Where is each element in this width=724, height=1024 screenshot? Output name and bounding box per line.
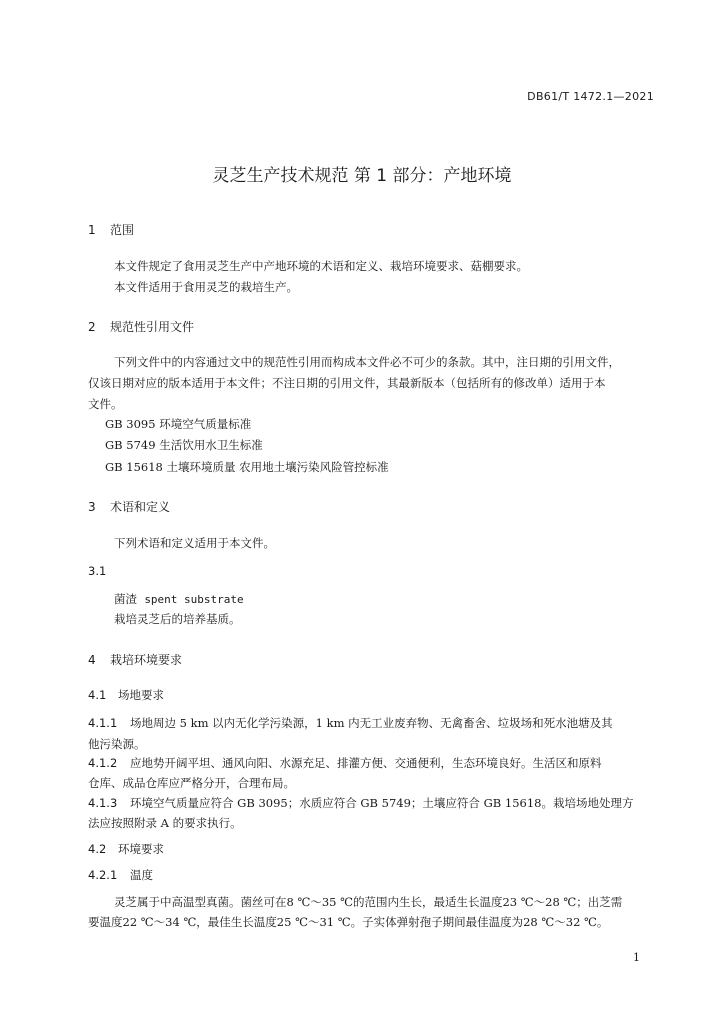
clause-number: 4.1.3	[88, 796, 118, 810]
term-definition: 栽培灵芝后的培养基质。	[114, 612, 241, 626]
section-2-heading	[88, 318, 194, 335]
section-title: 规范性引用文件	[110, 320, 195, 334]
subsection-title: 场地要求	[118, 688, 164, 702]
subsection-4-1-heading	[88, 687, 164, 703]
page-number: 1	[633, 951, 640, 964]
clause-4-1-3-line2: 法应按照附录 A 的要求执行。	[88, 816, 242, 830]
clause-number: 4.1.1	[88, 716, 118, 730]
term-entry	[114, 589, 244, 610]
section-4-heading	[88, 651, 182, 668]
clause-text: 场地周边 5 km 以内无化学污染源，1 km 内无工业废弃物、无禽畜舍、垃圾场和死水池塘及其	[130, 716, 613, 730]
clause-4-1-3-line1	[88, 793, 633, 813]
section-title: 术语和定义	[110, 500, 171, 514]
clause-4-1-2-line2: 仓库、成品仓库应严格分开，合理布局。	[88, 776, 295, 790]
document-title: 灵芝生产技术规范 第 1 部分：产地环境	[212, 166, 512, 186]
term-en: spent substrate	[144, 593, 244, 606]
paragraph-line: 要温度22 ℃～34 ℃，最佳生长温度25 ℃～31 ℃。子实体弹射孢子期间最佳温度为28 ℃～32 ℃。	[88, 915, 609, 929]
reference-item: GB 3095 环境空气质量标准	[105, 417, 252, 431]
subsection-4-2-1-heading	[88, 867, 153, 883]
subsection-title: 温度	[130, 868, 153, 882]
subsection-number: 4.1	[88, 688, 107, 702]
paragraph: 本文件规定了食用灵芝生产中产地环境的术语和定义、栽培环境要求、菇棚要求。	[114, 259, 528, 273]
term-number: 3.1	[88, 564, 107, 578]
subsection-number: 4.2	[88, 842, 107, 856]
subsection-title: 环境要求	[118, 842, 164, 856]
section-number: 3	[88, 500, 96, 514]
subsection-4-2-heading	[88, 841, 164, 857]
section-number: 4	[88, 653, 96, 667]
reference-item: GB 15618 土壤环境质量 农用地土壤污染风险管控标准	[105, 460, 389, 474]
section-number: 2	[88, 320, 96, 334]
paragraph-line: 仅该日期对应的版本适用于本文件；不注日期的引用文件，其最新版本（包括所有的修改单）适用于本	[88, 376, 606, 390]
clause-4-1-1-line2: 他污染源。	[88, 737, 146, 751]
subsection-number: 4.2.1	[88, 868, 118, 882]
paragraph-line: 灵芝属于中高温型真菌。菌丝可在8 ℃～35 ℃的范围内生长，最适生长温度23 ℃～28 ℃；出芝需	[114, 895, 623, 909]
section-title: 范围	[110, 223, 135, 237]
paragraph: 本文件适用于食用灵芝的栽培生产。	[114, 280, 298, 294]
paragraph-line: 文件。	[88, 397, 123, 411]
paragraph: 下列术语和定义适用于本文件。	[114, 536, 275, 550]
section-title: 栽培环境要求	[110, 653, 183, 667]
reference-item: GB 5749 生活饮用水卫生标准	[105, 438, 263, 452]
clause-text: 应地势开阔平坦、通风向阳、水源充足、排灌方便、交通便利，生态环境良好。生活区和原料	[130, 756, 602, 770]
term-zh: 菌渣	[114, 592, 137, 606]
section-number: 1	[88, 223, 96, 237]
clause-number: 4.1.2	[88, 756, 118, 770]
paragraph-line: 下列文件中的内容通过文中的规范性引用而构成本文件必不可少的条款。其中，注日期的引用文件，	[114, 355, 620, 369]
standard-code: DB61/T 1472.1—2021	[527, 90, 654, 103]
clause-4-1-1-line1	[88, 713, 613, 733]
clause-text: 环境空气质量应符合 GB 3095；水质应符合 GB 5749；土壤应符合 GB 15618。栽培场地处理方	[130, 796, 634, 810]
clause-4-1-2-line1	[88, 753, 602, 773]
section-1-heading	[88, 221, 134, 238]
section-3-heading	[88, 498, 170, 515]
